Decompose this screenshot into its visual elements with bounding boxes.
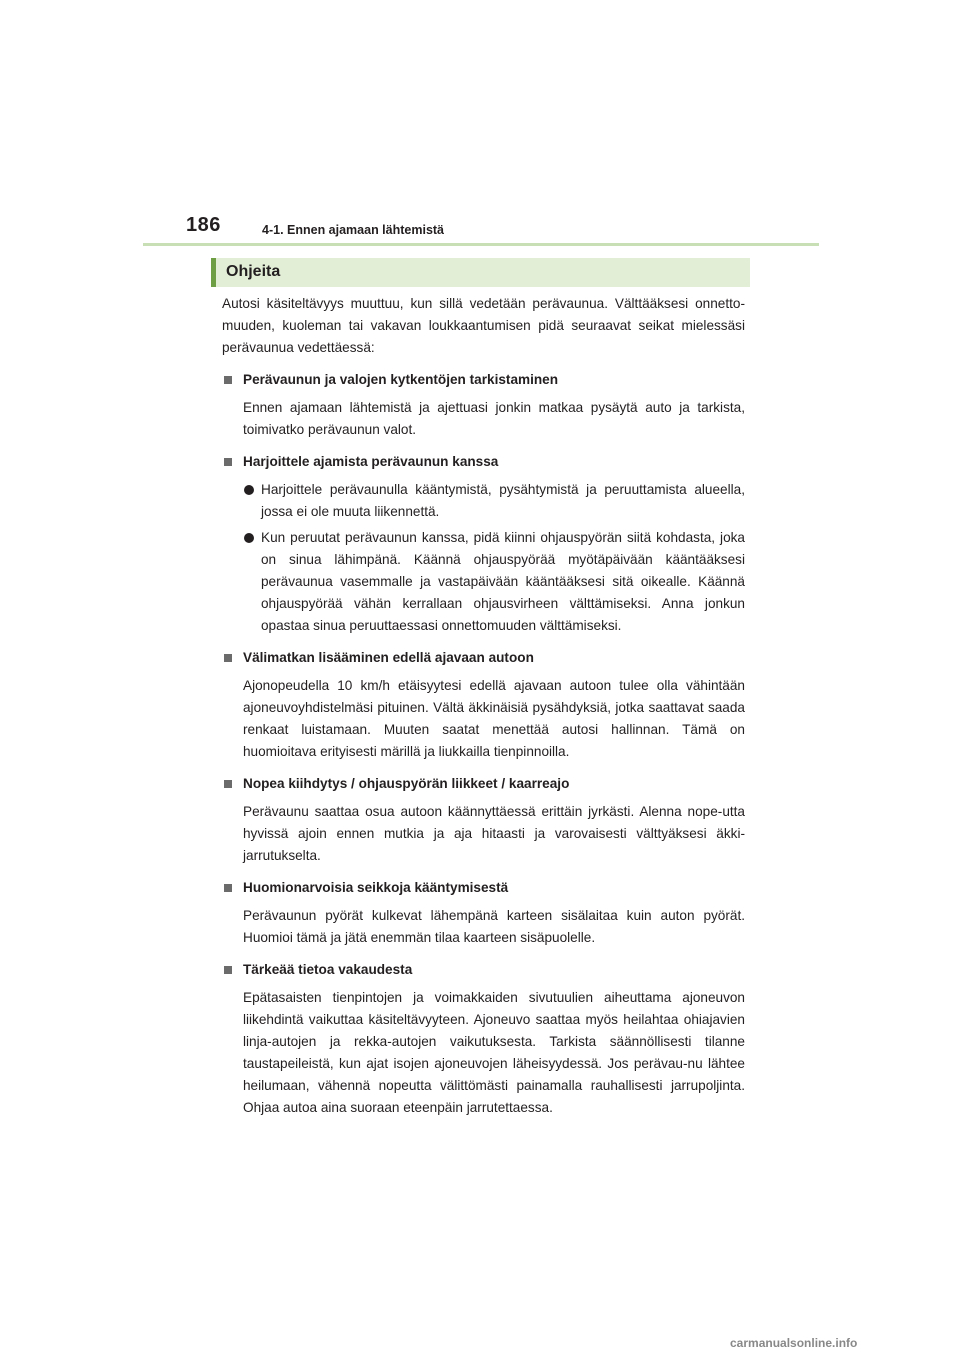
section-practice — [222, 451, 745, 637]
subsection-heading: Harjoittele ajamista perävaunun kanssa — [222, 451, 745, 473]
subsection-text: Ajonopeudella 10 km/h etäisyytesi edellä ajavaan autoon tulee olla vähintään ajoneuvoyhdistelmäsi pituinen. Vältä äkkinäisiä pysähdyksiä, jotka saattavat saada renkaat luistamaan. Muuten saatat menettää autosi hallinnan. Tämä on huomioitava erityisesti märillä ja liukkailla tienpinnoilla. — [243, 678, 745, 759]
round-bullet-icon — [244, 533, 254, 543]
square-bullet-icon — [224, 884, 232, 892]
section-turning — [222, 877, 745, 949]
panel-heading — [211, 258, 750, 287]
square-bullet-icon — [224, 654, 232, 662]
section-title: 4-1. Ennen ajamaan lähtemistä — [262, 223, 445, 237]
subsection-text: Perävaunun pyörät kulkevat lähempänä karteen sisälaitaa kuin auton pyörät. Huomioi tämä ja jätä enemmän tilaa kaarteen sisäpuolelle. — [243, 908, 745, 945]
intro-paragraph: Autosi käsiteltävyys muuttuu, kun sillä vedetään perävaunua. Välttääksesi onnetto-muuden, kuoleman tai vakavan loukkaantumisen pidä seuraavat seikat mielessäsi perävaunua vedettäessä: — [222, 296, 745, 355]
subsection-text: Perävaunu saattaa osua autoon käännyttäessä erittäin jyrkästi. Alenna nope-utta hyvissä ajoin ennen mutkia ja aja hitaasti ja varovaisesti välttyäksesi äkki-jarrutukselta. — [243, 804, 745, 863]
watermark: carmanualsonline.info — [730, 1336, 858, 1350]
list-item: Harjoittele perävaunulla kääntymistä, pysähtymistä ja peruuttamista alueella, jossa ei ole muuta liikennettä. — [243, 479, 745, 523]
square-bullet-icon — [224, 376, 232, 384]
square-bullet-icon — [224, 458, 232, 466]
subsection-heading: Perävaunun ja valojen kytkentöjen tarkistaminen — [222, 369, 745, 391]
square-bullet-icon — [224, 966, 232, 974]
list-item: Kun peruutat perävaunun kanssa, pidä kiinni ohjauspyörän siitä kohdasta, joka on sinua lähimpänä. Käännä ohjauspyörää myötäpäivään kääntääksesi perävaunua vasemmalle ja vastapäivään kääntääksesi sitä oikealle. Käännä ohjauspyörää vähän kerrallaan ohjausvirheen välttämiseksi. Anna jonkun opastaa sinua peruuttaessasi onnettomuuden välttämiseksi. — [243, 527, 745, 637]
round-bullet-icon — [244, 485, 254, 495]
subsection-heading: Tärkeää tietoa vakaudesta — [222, 959, 745, 981]
subsection-text: Epätasaisten tienpintojen ja voimakkaiden sivutuulien aiheuttama ajoneuvon liikehdintä vaikuttaa käsiteltävyyteen. Ajoneuvo saattaa myös heilahtaa ohiajavien linja-autojen ja rekka-autojen vaikutuksesta. Tarkista säännöllisesti tilanne taustapeileistä, kun ajat isojen ajoneuvojen läheisyydessä. Jos perävau-nu lähtee heilumaan, vähennä nopeutta välittömästi painamalla rauhallisesti jarrupoljinta. Ohjaa autoa aina suoraan eteenpäin jarrutettaessa. — [243, 990, 745, 1115]
panel-title: Ohjeita — [226, 263, 281, 280]
subsection-heading: Välimatkan lisääminen edellä ajavaan autoon — [222, 647, 745, 669]
content-body — [222, 293, 745, 1119]
header-divider — [143, 243, 819, 246]
section-stability — [222, 959, 745, 1119]
page-number: 186 — [186, 214, 221, 236]
section-distance — [222, 647, 745, 763]
square-bullet-icon — [224, 780, 232, 788]
section-light-check — [222, 369, 745, 441]
subsection-heading: Huomionarvoisia seikkoja kääntymisestä — [222, 877, 745, 899]
subsection-heading: Nopea kiihdytys / ohjauspyörän liikkeet / kaarreajo — [222, 773, 745, 795]
section-acceleration — [222, 773, 745, 867]
subsection-text: Ennen ajamaan lähtemistä ja ajettuasi jonkin matkaa pysäytä auto ja tarkista, toimivatko perävaunun valot. — [243, 400, 745, 437]
